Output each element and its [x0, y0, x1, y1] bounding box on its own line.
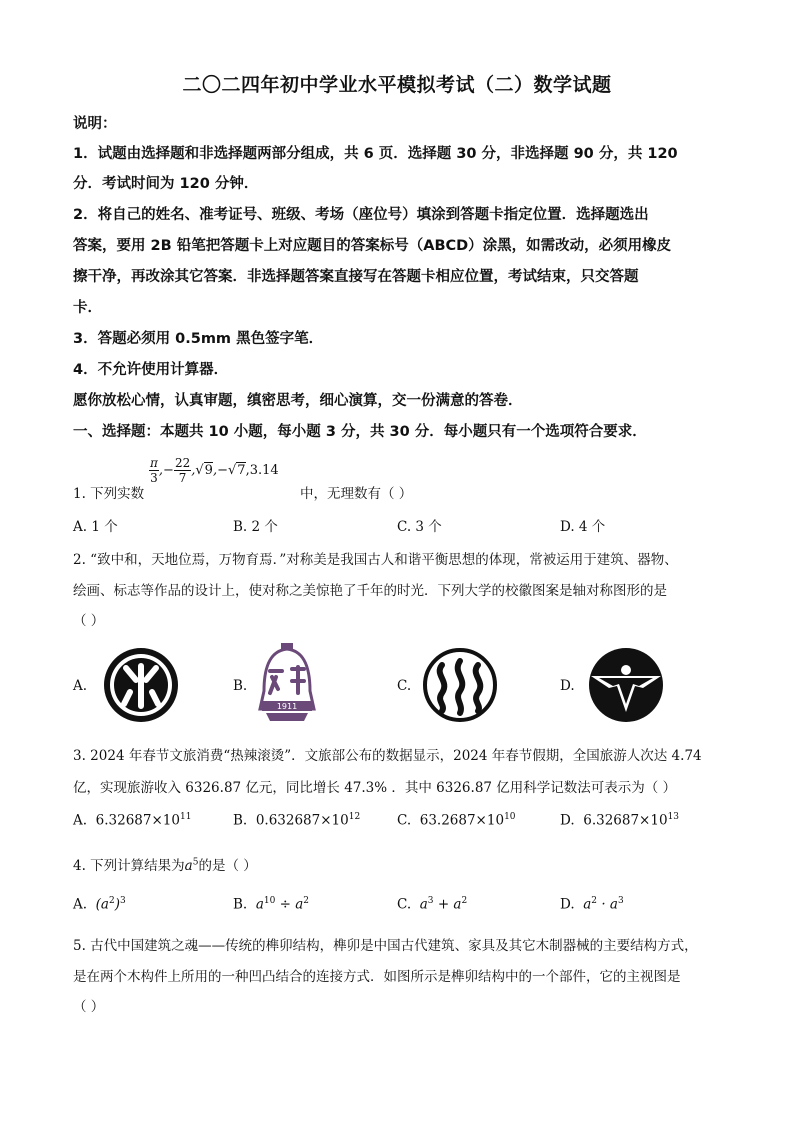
option-label: D. [560, 812, 575, 829]
separator: , [158, 463, 164, 478]
q1-number-list [149, 456, 279, 485]
q5-line-1: 5. 古代中国建筑之魂——传统的榫卯结构，榫卯是中国古代建筑、家具及其它木制器械的主要结构方式， [73, 938, 698, 954]
instruction-4: 4．不允许使用计算器． [73, 362, 229, 378]
option-exp-2: 2 [461, 896, 468, 906]
fraction-22-over-7 [174, 456, 191, 485]
denominator-3: 3 [150, 471, 158, 485]
option-base: 63.2687×10 [419, 812, 505, 829]
option-exp-1: 2 [591, 896, 598, 906]
option-exp-1: 2 [108, 896, 115, 906]
radicand-7: 7 [237, 463, 246, 478]
sqrt-symbol: √ [195, 463, 204, 478]
wave-circle-emblem-icon [420, 647, 500, 723]
separator: , [191, 463, 196, 478]
fraction-pi-over-3 [149, 456, 159, 485]
q1-suffix: 中，无理数有（ ） [300, 486, 413, 502]
option-expr: a [255, 896, 264, 913]
instructions-heading: 说明： [73, 116, 117, 132]
q4-stem [73, 854, 733, 874]
instruction-1-line-2: 分．考试时间为 120 分钟． [73, 176, 259, 192]
option-base: 6.32687×10 [583, 812, 668, 829]
option-mid: + a [433, 896, 462, 913]
denominator-7: 7 [178, 471, 187, 485]
q1-option-b[interactable]: B. 2 个 [233, 519, 278, 535]
option-label: C. [397, 812, 412, 829]
option-exp-2: 3 [617, 896, 624, 906]
instruction-2-line-3: 擦干净，再改涂其它答案．非选择题答案直接写在答题卡相应位置，考试结束，只交答题 [73, 269, 639, 285]
q2-line-1: 2. “致中和，天地位焉，万物育焉．”对称美是我国古人和谐平衡思想的体现，常被运用于建筑、器物、 [73, 552, 678, 568]
instruction-3: 3．答题必须用 0.5mm 黑色签字笔． [73, 331, 324, 347]
q4-option-d[interactable] [560, 896, 624, 913]
option-label: A. [73, 896, 88, 913]
option-exponent: 13 [667, 812, 680, 822]
q2-option-a-label[interactable]: A. [73, 678, 88, 694]
option-label: B. [233, 812, 248, 829]
q4-option-b[interactable] [233, 896, 309, 913]
option-exponent: 12 [348, 812, 361, 822]
q2-option-b-label[interactable]: B. [233, 678, 248, 694]
eagle-circle-emblem-icon [583, 646, 669, 724]
q1-option-a[interactable]: A. 1 个 [73, 519, 118, 535]
q2-option-d-label[interactable]: D. [560, 678, 575, 694]
q5-line-3: （ ） [73, 999, 105, 1015]
option-exp-1: 10 [263, 896, 276, 906]
option-exp-2: 3 [119, 896, 126, 906]
q4-option-c[interactable] [397, 896, 467, 913]
q3-option-a[interactable] [73, 812, 191, 829]
option-label: B. [233, 896, 248, 913]
separator: , [212, 463, 218, 478]
instruction-1-line-1: 1．试题由选择题和非选择题两部分组成，共 6 页．选择题 30 分，非选择题 90 分，共 120 [73, 146, 678, 162]
option-mid: ÷ a [275, 896, 304, 913]
q2-line-3: （ ） [73, 613, 105, 629]
option-base: 6.32687×10 [95, 812, 180, 829]
value-3-14: ,3.14 [245, 463, 279, 478]
q2-line-2: 绘画、标志等作品的设计上，使对称之美惊艳了千年的时光．下列大学的校徽图案是轴对称图形的是 [73, 583, 667, 599]
q1-prefix: 1. 下列实数 [73, 486, 145, 502]
exam-title: 二〇二四年初中学业水平模拟考试（二）数学试题 [182, 74, 612, 96]
q3-option-d[interactable] [560, 812, 679, 829]
wish-line: 愿你放松心情，认真审题，缜密思考，细心演算，交一份满意的答卷． [73, 393, 523, 409]
option-exp-2: 2 [303, 896, 310, 906]
option-exponent: 11 [179, 812, 192, 822]
q4-exponent: 5 [192, 857, 199, 868]
section-1-heading: 一、选择题：本题共 10 小题，每小题 3 分，共 30 分．每小题只有一个选项符合要求． [73, 424, 647, 440]
option-expr: (a [95, 896, 109, 913]
option-exp-1: 3 [427, 896, 434, 906]
numerator-22: 22 [174, 456, 191, 470]
option-expr: a [583, 896, 592, 913]
option-mid: ) [114, 896, 120, 913]
q4-suffix: 的是（ ） [198, 858, 257, 874]
option-expr: a [419, 896, 428, 913]
bell-year-text: 1911 [276, 702, 298, 711]
radicand-9: 9 [204, 463, 213, 478]
pi-symbol: π [150, 456, 158, 470]
option-exponent: 10 [504, 812, 516, 822]
q4-variable: a [184, 858, 193, 874]
peking-university-emblem-icon [100, 646, 182, 724]
q3-option-c[interactable] [397, 812, 516, 829]
q5-line-2: 是在两个木构件上所用的一种凹凸结合的连接方式．如图所示是榫卯结构中的一个部件，它的主视图是 [73, 969, 681, 985]
q1-option-c[interactable]: C. 3 个 [397, 519, 442, 535]
q3-line-2: 亿，实现旅游收入 6326.87 亿元，同比增长 47.3% ．其中 6326.87 亿用科学记数法可表示为（ ） [73, 780, 677, 796]
q1-option-d[interactable]: D. 4 个 [560, 519, 606, 535]
q3-line-1: 3. 2024 年春节文旅消费“热辣滚烫”．文旅部公布的数据显示，2024 年春节假期，全国旅游人次达 4.74 [73, 748, 702, 764]
instruction-2-line-4: 卡． [73, 300, 102, 316]
minus-sign: − [217, 463, 228, 478]
tsinghua-bell-emblem-icon [254, 641, 320, 723]
instruction-2-line-1: 2．将自己的姓名、准考证号、班级、考场（座位号）填涂到答题卡指定位置．选择题选出 [73, 207, 649, 223]
minus-sign: − [163, 463, 174, 478]
q4-prefix: 4. 下列计算结果为 [73, 858, 185, 874]
q2-option-c-label[interactable]: C. [397, 678, 412, 694]
q3-option-b[interactable] [233, 812, 360, 829]
option-label: A. [73, 812, 88, 829]
option-base: 0.632687×10 [255, 812, 349, 829]
sqrt-symbol: √ [227, 463, 237, 478]
instruction-2-line-2: 答案，要用 2B 铅笔把答题卡上对应题目的答案标号（ABCD）涂黑，如需改动，必须用橡皮 [73, 238, 672, 254]
q4-option-a[interactable] [73, 896, 126, 913]
option-mid: · a [597, 896, 618, 913]
option-label: D. [560, 896, 575, 913]
option-label: C. [397, 896, 412, 913]
